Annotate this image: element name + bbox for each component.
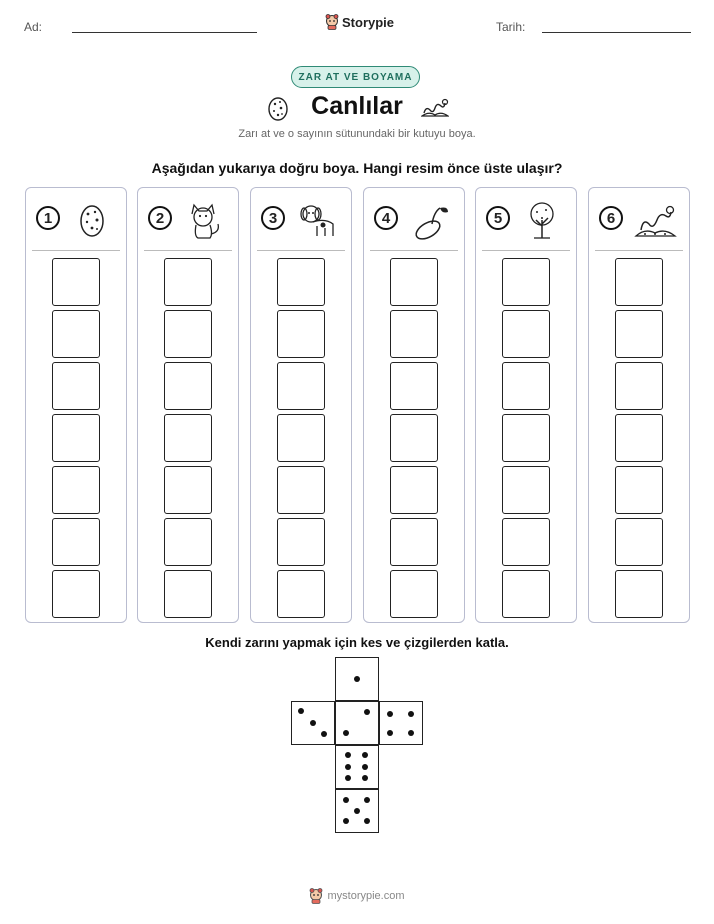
footer [0, 888, 714, 904]
name-line[interactable] [72, 32, 257, 33]
dice-pip [387, 711, 393, 717]
column-1 [25, 187, 127, 623]
storypie-mascot-icon [325, 14, 339, 30]
tree-icon [520, 200, 564, 240]
color-box[interactable] [615, 258, 663, 306]
column-6 [588, 187, 690, 623]
column-number: 1 [36, 206, 60, 230]
color-box[interactable] [52, 310, 100, 358]
color-box[interactable] [164, 414, 212, 462]
sprout-icon [408, 200, 452, 240]
dice-face-5 [335, 789, 379, 833]
color-box[interactable] [615, 570, 663, 618]
color-box[interactable] [277, 414, 325, 462]
column-4 [363, 187, 465, 623]
color-box[interactable] [390, 362, 438, 410]
worm-icon [421, 96, 449, 118]
dice-pip [364, 818, 370, 824]
color-box[interactable] [164, 362, 212, 410]
dog-icon [295, 200, 339, 240]
dice-pip [354, 808, 360, 814]
color-box[interactable] [615, 518, 663, 566]
dice-face-1 [335, 657, 379, 701]
dice-pip [345, 752, 351, 758]
activity-badge: ZAR AT VE BOYAMA [291, 66, 420, 88]
color-box[interactable] [615, 414, 663, 462]
dice-face-4 [379, 701, 423, 745]
date-label: Tarih: [496, 20, 526, 34]
color-box[interactable] [52, 414, 100, 462]
column-divider [370, 250, 458, 251]
dice-face-6 [335, 745, 379, 789]
column-number: 6 [599, 206, 623, 230]
date-line[interactable] [542, 32, 691, 33]
color-box[interactable] [277, 310, 325, 358]
column-5 [475, 187, 577, 623]
dice-pip [345, 764, 351, 770]
color-box[interactable] [164, 258, 212, 306]
dice-pip [364, 797, 370, 803]
brand-name: Storypie [342, 14, 395, 30]
brand-logo [325, 14, 394, 30]
dice-pip [321, 731, 327, 737]
worm-icon [633, 200, 677, 240]
dice-pip [343, 818, 349, 824]
column-number: 4 [374, 206, 398, 230]
dice-face-2 [335, 701, 379, 745]
page-title: Canlılar [311, 92, 403, 120]
dice-pip [362, 775, 368, 781]
column-divider [482, 250, 570, 251]
dice-pip [310, 720, 316, 726]
color-box[interactable] [502, 362, 550, 410]
color-box[interactable] [164, 570, 212, 618]
cat-icon [182, 200, 226, 240]
color-box[interactable] [502, 258, 550, 306]
color-box[interactable] [52, 466, 100, 514]
egg-icon [70, 200, 114, 240]
name-label: Ad: [24, 20, 43, 34]
column-number: 3 [261, 206, 285, 230]
dice-pip [354, 676, 360, 682]
color-box[interactable] [615, 310, 663, 358]
dice-pip [362, 764, 368, 770]
color-box[interactable] [502, 414, 550, 462]
dice-pip [408, 730, 414, 736]
column-divider [595, 250, 683, 251]
dice-pip [343, 797, 349, 803]
dice-instruction: Kendi zarını yapmak için kes ve çizgilerden katla. [205, 635, 509, 650]
color-box[interactable] [277, 258, 325, 306]
column-divider [144, 250, 232, 251]
dice-pip [298, 708, 304, 714]
color-box[interactable] [164, 518, 212, 566]
dice-pip [345, 775, 351, 781]
page-subtitle: Zarı at ve o sayının sütunundaki bir kutuyu boya. [238, 128, 476, 140]
color-box[interactable] [502, 570, 550, 618]
color-box[interactable] [52, 258, 100, 306]
dice-pip [343, 730, 349, 736]
dice-face-3 [291, 701, 335, 745]
storypie-mascot-icon [309, 888, 323, 904]
color-box[interactable] [390, 310, 438, 358]
color-box[interactable] [164, 466, 212, 514]
color-box[interactable] [502, 518, 550, 566]
color-box[interactable] [615, 466, 663, 514]
color-box[interactable] [164, 310, 212, 358]
color-box[interactable] [390, 414, 438, 462]
color-box[interactable] [390, 518, 438, 566]
color-box[interactable] [277, 466, 325, 514]
color-box[interactable] [52, 518, 100, 566]
footer-url[interactable]: mystorypie.com [327, 890, 405, 902]
dice-pip [364, 709, 370, 715]
color-box[interactable] [390, 258, 438, 306]
color-box[interactable] [277, 570, 325, 618]
column-3 [250, 187, 352, 623]
color-box[interactable] [502, 310, 550, 358]
dice-pip [408, 711, 414, 717]
column-number: 5 [486, 206, 510, 230]
color-box[interactable] [52, 362, 100, 410]
dice-pip [362, 752, 368, 758]
color-box[interactable] [502, 466, 550, 514]
dice-pip [387, 730, 393, 736]
column-number: 2 [148, 206, 172, 230]
color-box[interactable] [390, 570, 438, 618]
column-divider [257, 250, 345, 251]
color-box[interactable] [277, 362, 325, 410]
color-box[interactable] [52, 570, 100, 618]
color-box[interactable] [277, 518, 325, 566]
column-divider [32, 250, 120, 251]
column-2 [137, 187, 239, 623]
color-box[interactable] [390, 466, 438, 514]
coloring-instruction: Aşağıdan yukarıya doğru boya. Hangi resim önce üste ulaşır? [151, 160, 563, 176]
color-box[interactable] [615, 362, 663, 410]
